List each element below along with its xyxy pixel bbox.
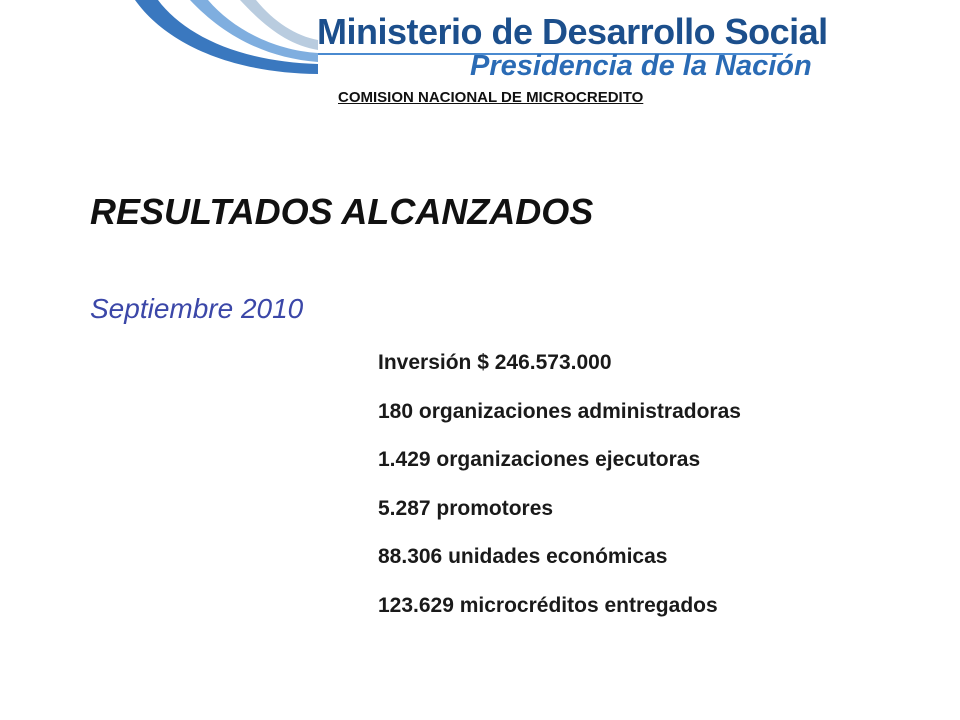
result-item-microcredits: 123.629 microcréditos entregados	[378, 593, 718, 617]
report-date: Septiembre 2010	[90, 293, 304, 324]
ministry-name: Ministerio de Desarrollo Social	[317, 11, 828, 52]
results-list	[378, 350, 741, 641]
ministry-logo-swooshes	[0, 0, 320, 80]
page-title: RESULTADOS ALCANZADOS	[90, 191, 594, 232]
commission-name: COMISION NACIONAL DE MICROCREDITO	[338, 89, 644, 106]
result-item-admin-organizations: 180 organizaciones administradoras	[378, 399, 741, 423]
result-item-economic-units: 88.306 unidades económicas	[378, 545, 668, 568]
result-item-investment: Inversión $ 246.573.000	[378, 351, 612, 374]
result-item-executing-organizations: 1.429 organizaciones ejecutoras	[378, 448, 701, 471]
presidency-name: Presidencia de la Nación	[470, 50, 812, 82]
result-item-promoters: 5.287 promotores	[378, 496, 554, 520]
